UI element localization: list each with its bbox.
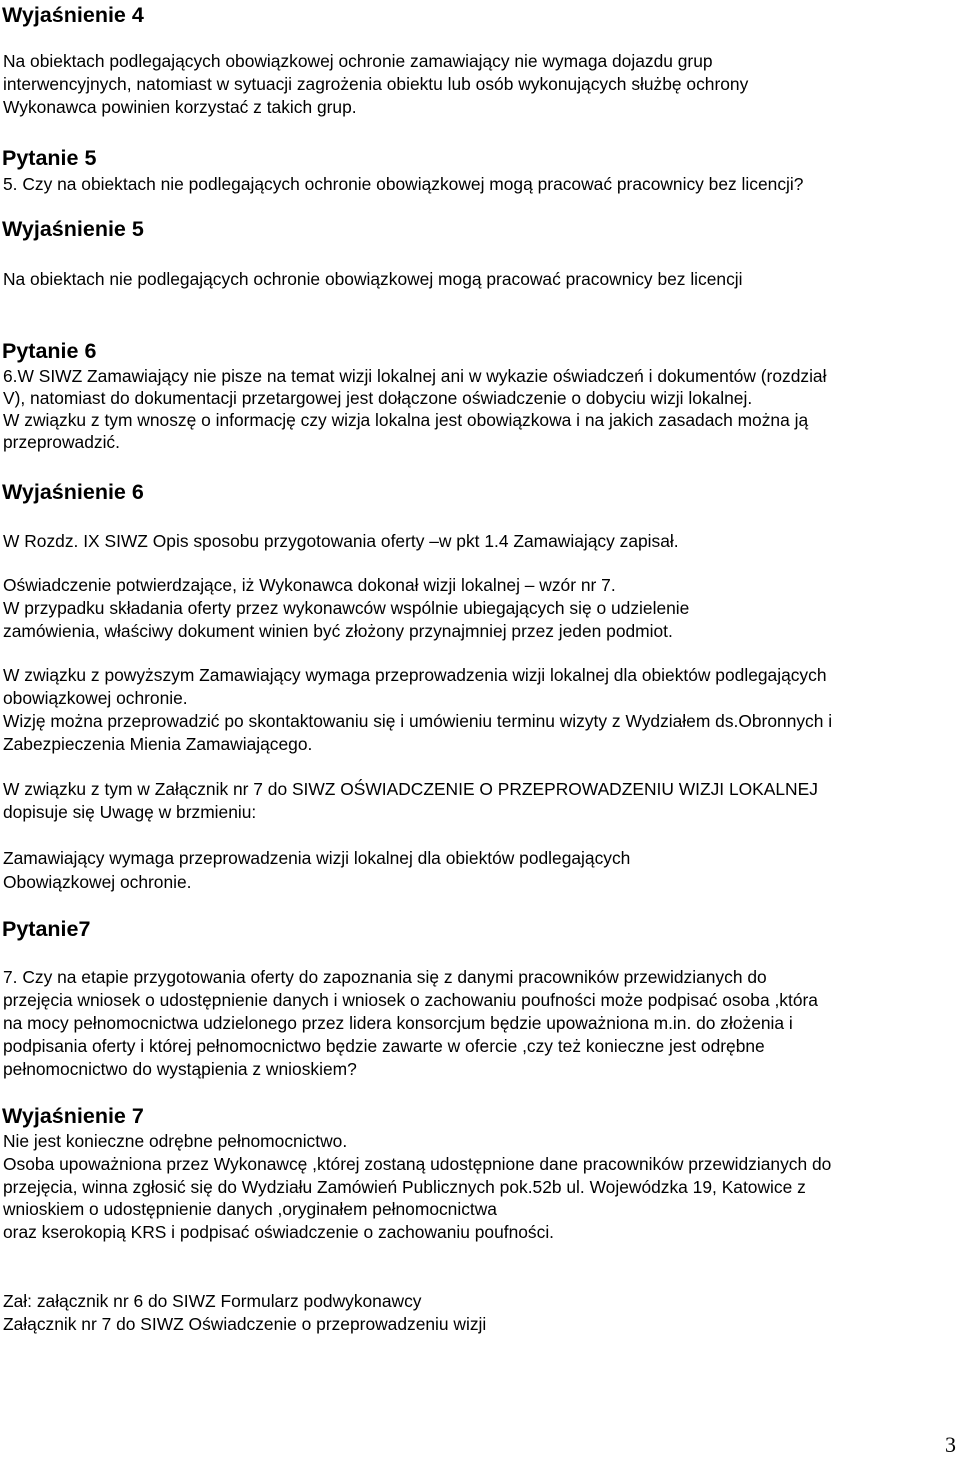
heading-pytanie-7: Pytanie7 <box>2 917 91 941</box>
heading-wyjasnienie-4: Wyjaśnienie 4 <box>2 3 144 27</box>
text-line: Zamawiający wymaga przeprowadzenia wizji lokalnej dla obiektów podlegających <box>3 848 631 868</box>
attachment-line: Załącznik nr 7 do SIWZ Oświadczenie o przeprowadzeniu wizji <box>3 1314 487 1334</box>
text-line: Na obiektach nie podlegających ochronie obowiązkowej mogą pracować pracownicy bez licencji <box>3 269 743 289</box>
heading-wyjasnienie-7: Wyjaśnienie 7 <box>2 1104 144 1128</box>
text-line: W związku z tym w Załącznik nr 7 do SIWZ OŚWIADCZENIE O PRZEPROWADZENIU WIZJI LOKALNEJ <box>3 779 818 799</box>
text-line: interwencyjnych, natomiast w sytuacji zagrożenia obiektu lub osób wykonujących służbę ochrony <box>3 74 749 94</box>
text-line: W Rozdz. IX SIWZ Opis sposobu przygotowania oferty –w pkt 1.4 Zamawiający zapisał. <box>3 531 679 551</box>
heading-pytanie-6: Pytanie 6 <box>2 339 97 363</box>
text-line: 5. Czy na obiektach nie podlegających ochronie obowiązkowej mogą pracować pracownicy bez licencji? <box>3 174 804 194</box>
text-line: pełnomocnictwo do wystąpienia z wnioskiem? <box>3 1059 357 1079</box>
text-line: przejęcia wniosek o udostępnienie danych i wniosek o zachowaniu poufności może podpisać osoba ,która <box>3 990 818 1010</box>
text-line: zamówienia, właściwy dokument winien być złożony przynajmniej przez jeden podmiot. <box>3 621 673 641</box>
text-line: obowiązkowej ochronie. <box>3 688 188 708</box>
attachment-line: Zał: załącznik nr 6 do SIWZ Formularz podwykonawcy <box>3 1291 422 1311</box>
text-line: przeprowadzić. <box>3 432 120 452</box>
text-line: W przypadku składania oferty przez wykonawców wspólnie ubiegających się o udzielenie <box>3 598 690 618</box>
text-line: dopisuje się Uwagę w brzmieniu: <box>3 802 257 822</box>
text-line: wnioskiem o udostępnienie danych ,oryginałem pełnomocnictwa <box>3 1199 497 1219</box>
heading-wyjasnienie-5: Wyjaśnienie 5 <box>2 217 144 241</box>
text-line: Nie jest konieczne odrębne pełnomocnictwo. <box>3 1131 348 1151</box>
text-line: Obowiązkowej ochronie. <box>3 872 192 892</box>
text-line: W związku z powyższym Zamawiający wymaga przeprowadzenia wizji lokalnej dla obiektów podlegających <box>3 665 827 685</box>
text-line: Wykonawca powinien korzystać z takich grup. <box>3 97 357 117</box>
text-line: Osoba upoważniona przez Wykonawcę ,której zostaną udostępnione dane pracowników przewidzianych do <box>3 1154 832 1174</box>
heading-pytanie-5: Pytanie 5 <box>2 146 97 170</box>
text-line: Zabezpieczenia Mienia Zamawiającego. <box>3 734 313 754</box>
text-line: Na obiektach podlegających obowiązkowej ochronie zamawiający nie wymaga dojazdu grup <box>3 51 713 71</box>
text-line: 6.W SIWZ Zamawiający nie pisze na temat wizji lokalnej ani w wykazie oświadczeń i dokumentów (rozdział <box>3 366 827 386</box>
text-line: 7. Czy na etapie przygotowania oferty do zapoznania się z danymi pracowników przewidzianych do <box>3 967 767 987</box>
text-line: oraz kserokopią KRS i podpisać oświadczenie o zachowaniu poufności. <box>3 1222 555 1242</box>
page-number: 3 <box>945 1432 956 1457</box>
text-line: Wizję można przeprowadzić po skontaktowaniu się i umówieniu terminu wizyty z Wydziałem ds.Obronnych i <box>3 711 833 731</box>
text-line: podpisania oferty i której pełnomocnictwo będzie zawarte w ofercie ,czy też konieczne jest odrębne <box>3 1036 765 1056</box>
text-line: przejęcia, winna zgłosić się do Wydziału Zamówień Publicznych pok.52b ul. Wojewódzka 19, Katowice z <box>3 1177 806 1197</box>
text-line: na mocy pełnomocnictwa udzielonego przez lidera konsorcjum będzie upoważniona m.in. do złożenia i <box>3 1013 793 1033</box>
text-line: W związku z tym wnoszę o informację czy wizja lokalna jest obowiązkowa i na jakich zasadach można ją <box>3 410 809 430</box>
heading-wyjasnienie-6: Wyjaśnienie 6 <box>2 480 144 504</box>
text-line: V), natomiast do dokumentacji przetargowej jest dołączone oświadczenie o dobyciu wizji lokalnej. <box>3 388 753 408</box>
text-line: Oświadczenie potwierdzające, iż Wykonawca dokonał wizji lokalnej – wzór nr 7. <box>3 575 616 595</box>
